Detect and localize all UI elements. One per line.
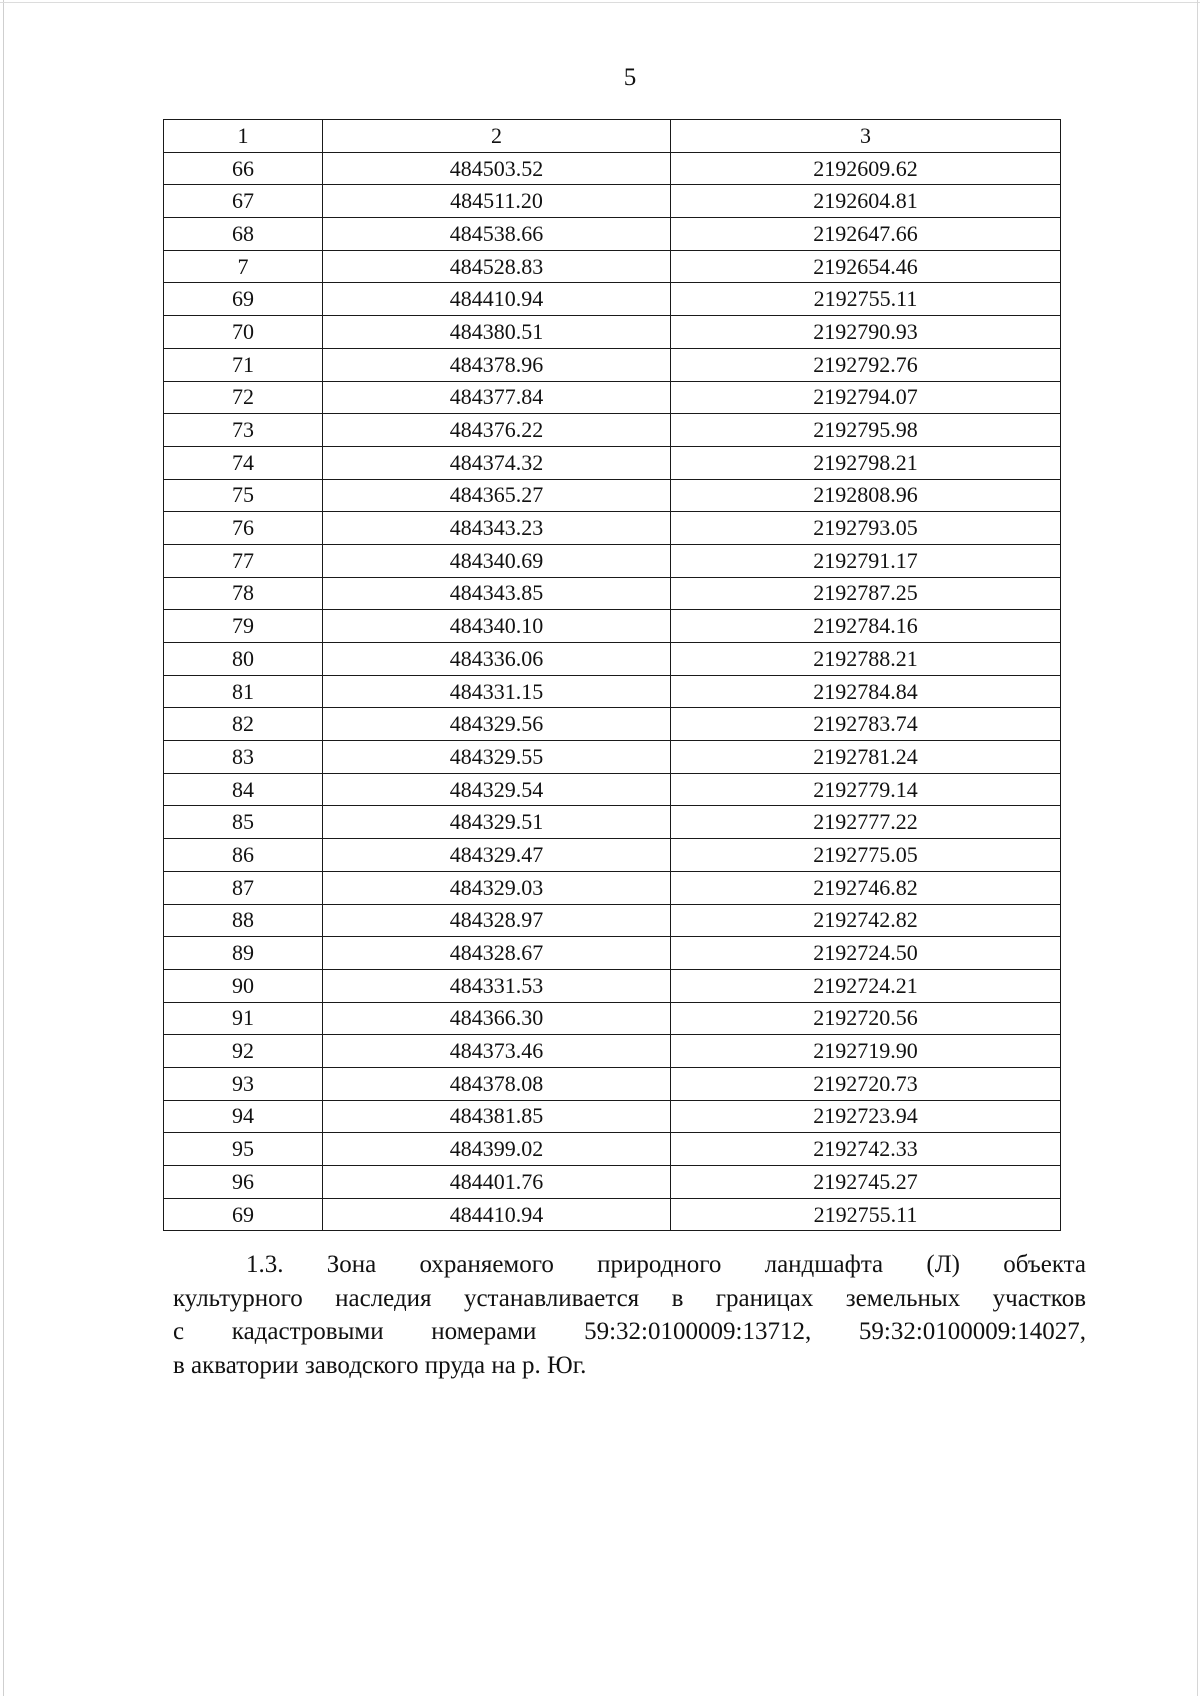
point-number-cell: 96 bbox=[164, 1166, 323, 1199]
table-row bbox=[164, 152, 1061, 185]
page-edge-left bbox=[3, 0, 4, 1696]
table-row bbox=[164, 937, 1061, 970]
table-row bbox=[164, 610, 1061, 643]
table-row bbox=[164, 1100, 1061, 1133]
y-coordinate-cell: 2192723.94 bbox=[671, 1100, 1061, 1133]
point-number-cell: 83 bbox=[164, 741, 323, 774]
zone-description-paragraph bbox=[173, 1248, 1086, 1382]
x-coordinate-cell: 484329.55 bbox=[323, 741, 671, 774]
point-number-cell: 85 bbox=[164, 806, 323, 839]
y-coordinate-cell: 2192784.16 bbox=[671, 610, 1061, 643]
paragraph-line: с кадастровыми номерами 59:32:0100009:13712, 59:32:0100009:14027, bbox=[173, 1318, 1086, 1345]
point-number-cell: 80 bbox=[164, 643, 323, 676]
y-coordinate-cell: 2192792.76 bbox=[671, 348, 1061, 381]
y-coordinate-cell: 2192791.17 bbox=[671, 544, 1061, 577]
table-row bbox=[164, 806, 1061, 839]
y-coordinate-cell: 2192790.93 bbox=[671, 316, 1061, 349]
table-row bbox=[164, 218, 1061, 251]
point-number-cell: 89 bbox=[164, 937, 323, 970]
table-row bbox=[164, 675, 1061, 708]
table-row bbox=[164, 1067, 1061, 1100]
table-header-row bbox=[164, 120, 1061, 153]
x-coordinate-cell: 484328.67 bbox=[323, 937, 671, 970]
x-coordinate-cell: 484377.84 bbox=[323, 381, 671, 414]
x-coordinate-cell: 484410.94 bbox=[323, 1198, 671, 1231]
table-row bbox=[164, 283, 1061, 316]
y-coordinate-cell: 2192777.22 bbox=[671, 806, 1061, 839]
y-coordinate-cell: 2192745.27 bbox=[671, 1166, 1061, 1199]
table-body bbox=[164, 152, 1061, 1231]
y-coordinate-cell: 2192794.07 bbox=[671, 381, 1061, 414]
point-number-cell: 93 bbox=[164, 1067, 323, 1100]
point-number-cell: 82 bbox=[164, 708, 323, 741]
y-coordinate-cell: 2192795.98 bbox=[671, 414, 1061, 447]
page-edge-right bbox=[1197, 0, 1198, 1696]
point-number-cell: 71 bbox=[164, 348, 323, 381]
y-coordinate-cell: 2192746.82 bbox=[671, 871, 1061, 904]
point-number-cell: 69 bbox=[164, 283, 323, 316]
x-coordinate-cell: 484328.97 bbox=[323, 904, 671, 937]
x-coordinate-cell: 484410.94 bbox=[323, 283, 671, 316]
point-number-cell: 78 bbox=[164, 577, 323, 610]
point-number-cell: 87 bbox=[164, 871, 323, 904]
y-coordinate-cell: 2192654.46 bbox=[671, 250, 1061, 283]
point-number-cell: 86 bbox=[164, 839, 323, 872]
table-row bbox=[164, 185, 1061, 218]
x-coordinate-cell: 484528.83 bbox=[323, 250, 671, 283]
y-coordinate-cell: 2192788.21 bbox=[671, 643, 1061, 676]
table-row bbox=[164, 1035, 1061, 1068]
x-coordinate-cell: 484329.03 bbox=[323, 871, 671, 904]
point-number-cell: 67 bbox=[164, 185, 323, 218]
y-coordinate-cell: 2192784.84 bbox=[671, 675, 1061, 708]
table-row bbox=[164, 512, 1061, 545]
point-number-cell: 91 bbox=[164, 1002, 323, 1035]
x-coordinate-cell: 484401.76 bbox=[323, 1166, 671, 1199]
coordinates-table bbox=[163, 119, 1061, 1231]
x-coordinate-cell: 484329.47 bbox=[323, 839, 671, 872]
point-number-cell: 7 bbox=[164, 250, 323, 283]
table-row bbox=[164, 544, 1061, 577]
x-coordinate-cell: 484376.22 bbox=[323, 414, 671, 447]
x-coordinate-cell: 484380.51 bbox=[323, 316, 671, 349]
y-coordinate-cell: 2192742.33 bbox=[671, 1133, 1061, 1166]
header-cell-x: 2 bbox=[323, 120, 671, 153]
paragraph-line: 1.3. Зона охраняемого природного ландшафта (Л) объекта bbox=[246, 1251, 1086, 1278]
point-number-cell: 77 bbox=[164, 544, 323, 577]
point-number-cell: 69 bbox=[164, 1198, 323, 1231]
table-row bbox=[164, 1002, 1061, 1035]
point-number-cell: 68 bbox=[164, 218, 323, 251]
table-row bbox=[164, 250, 1061, 283]
x-coordinate-cell: 484329.51 bbox=[323, 806, 671, 839]
x-coordinate-cell: 484365.27 bbox=[323, 479, 671, 512]
x-coordinate-cell: 484374.32 bbox=[323, 446, 671, 479]
y-coordinate-cell: 2192604.81 bbox=[671, 185, 1061, 218]
y-coordinate-cell: 2192808.96 bbox=[671, 479, 1061, 512]
header-cell-y: 3 bbox=[671, 120, 1061, 153]
point-number-cell: 81 bbox=[164, 675, 323, 708]
y-coordinate-cell: 2192720.56 bbox=[671, 1002, 1061, 1035]
y-coordinate-cell: 2192755.11 bbox=[671, 283, 1061, 316]
paragraph-line: культурного наследия устанавливается в границах земельных участков bbox=[173, 1284, 1086, 1312]
table-row bbox=[164, 773, 1061, 806]
x-coordinate-cell: 484366.30 bbox=[323, 1002, 671, 1035]
y-coordinate-cell: 2192647.66 bbox=[671, 218, 1061, 251]
header-cell-point: 1 bbox=[164, 120, 323, 153]
table-row bbox=[164, 708, 1061, 741]
x-coordinate-cell: 484343.85 bbox=[323, 577, 671, 610]
x-coordinate-cell: 484538.66 bbox=[323, 218, 671, 251]
y-coordinate-cell: 2192798.21 bbox=[671, 446, 1061, 479]
y-coordinate-cell: 2192793.05 bbox=[671, 512, 1061, 545]
point-number-cell: 75 bbox=[164, 479, 323, 512]
point-number-cell: 90 bbox=[164, 969, 323, 1002]
point-number-cell: 84 bbox=[164, 773, 323, 806]
y-coordinate-cell: 2192755.11 bbox=[671, 1198, 1061, 1231]
x-coordinate-cell: 484399.02 bbox=[323, 1133, 671, 1166]
table-row bbox=[164, 839, 1061, 872]
table-row bbox=[164, 479, 1061, 512]
table-row bbox=[164, 871, 1061, 904]
point-number-cell: 74 bbox=[164, 446, 323, 479]
page-edge-top bbox=[0, 2, 1200, 3]
x-coordinate-cell: 484336.06 bbox=[323, 643, 671, 676]
x-coordinate-cell: 484329.56 bbox=[323, 708, 671, 741]
x-coordinate-cell: 484381.85 bbox=[323, 1100, 671, 1133]
table-row bbox=[164, 1198, 1061, 1231]
table-row bbox=[164, 381, 1061, 414]
table-row bbox=[164, 577, 1061, 610]
table-row bbox=[164, 446, 1061, 479]
x-coordinate-cell: 484329.54 bbox=[323, 773, 671, 806]
point-number-cell: 72 bbox=[164, 381, 323, 414]
x-coordinate-cell: 484331.15 bbox=[323, 675, 671, 708]
y-coordinate-cell: 2192724.21 bbox=[671, 969, 1061, 1002]
table-row bbox=[164, 904, 1061, 937]
x-coordinate-cell: 484373.46 bbox=[323, 1035, 671, 1068]
y-coordinate-cell: 2192781.24 bbox=[671, 741, 1061, 774]
table-row bbox=[164, 1133, 1061, 1166]
point-number-cell: 88 bbox=[164, 904, 323, 937]
paragraph-line: в акватории заводского пруда на р. Юг. bbox=[173, 1351, 587, 1379]
x-coordinate-cell: 484340.10 bbox=[323, 610, 671, 643]
x-coordinate-cell: 484503.52 bbox=[323, 152, 671, 185]
point-number-cell: 95 bbox=[164, 1133, 323, 1166]
y-coordinate-cell: 2192779.14 bbox=[671, 773, 1061, 806]
x-coordinate-cell: 484343.23 bbox=[323, 512, 671, 545]
y-coordinate-cell: 2192719.90 bbox=[671, 1035, 1061, 1068]
y-coordinate-cell: 2192787.25 bbox=[671, 577, 1061, 610]
table-row bbox=[164, 1166, 1061, 1199]
table-row bbox=[164, 316, 1061, 349]
x-coordinate-cell: 484331.53 bbox=[323, 969, 671, 1002]
point-number-cell: 66 bbox=[164, 152, 323, 185]
y-coordinate-cell: 2192775.05 bbox=[671, 839, 1061, 872]
x-coordinate-cell: 484378.08 bbox=[323, 1067, 671, 1100]
y-coordinate-cell: 2192724.50 bbox=[671, 937, 1061, 970]
table-row bbox=[164, 969, 1061, 1002]
y-coordinate-cell: 2192742.82 bbox=[671, 904, 1061, 937]
table-row bbox=[164, 414, 1061, 447]
point-number-cell: 92 bbox=[164, 1035, 323, 1068]
page-number: 5 bbox=[623, 64, 637, 91]
y-coordinate-cell: 2192783.74 bbox=[671, 708, 1061, 741]
point-number-cell: 70 bbox=[164, 316, 323, 349]
table-row bbox=[164, 348, 1061, 381]
table-row bbox=[164, 741, 1061, 774]
table-row bbox=[164, 643, 1061, 676]
x-coordinate-cell: 484378.96 bbox=[323, 348, 671, 381]
point-number-cell: 76 bbox=[164, 512, 323, 545]
y-coordinate-cell: 2192609.62 bbox=[671, 152, 1061, 185]
x-coordinate-cell: 484511.20 bbox=[323, 185, 671, 218]
point-number-cell: 94 bbox=[164, 1100, 323, 1133]
point-number-cell: 73 bbox=[164, 414, 323, 447]
point-number-cell: 79 bbox=[164, 610, 323, 643]
y-coordinate-cell: 2192720.73 bbox=[671, 1067, 1061, 1100]
x-coordinate-cell: 484340.69 bbox=[323, 544, 671, 577]
